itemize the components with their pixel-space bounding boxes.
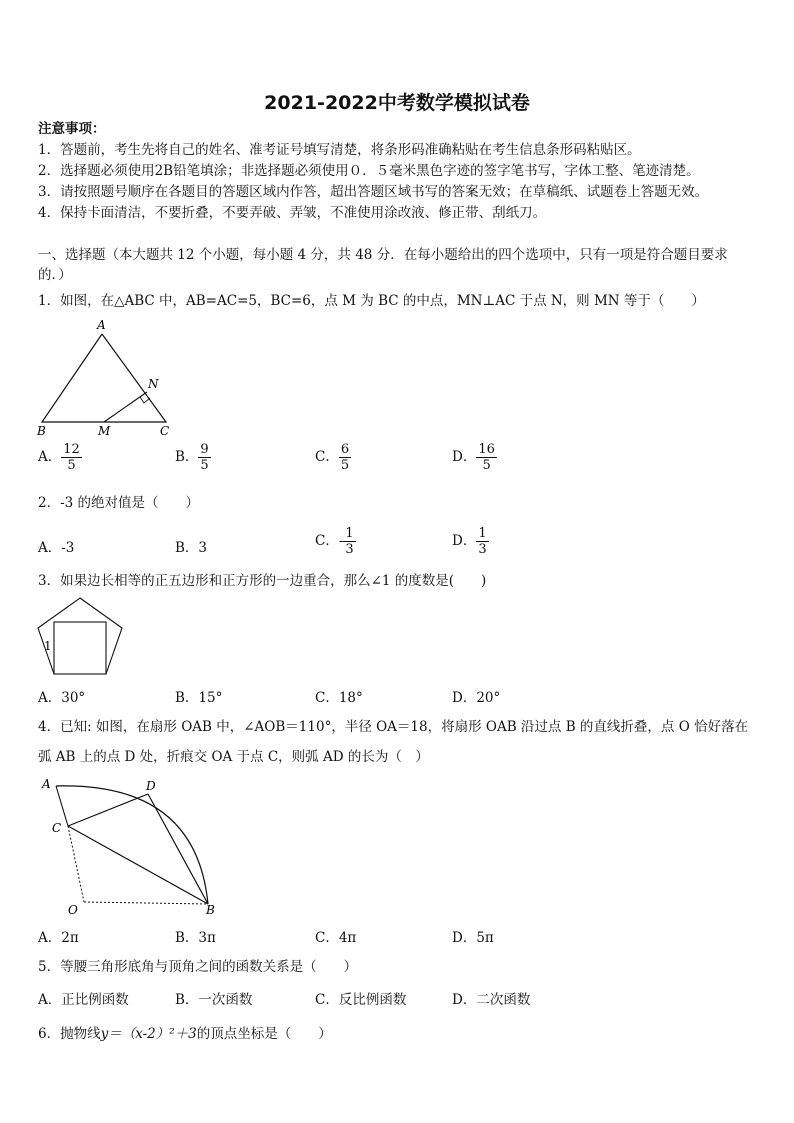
notice-item-3: 3．请按照题号顺序在各题目的答题区域内作答，超出答题区域书写的答案无效；在草稿纸、试题卷上答题无效。 xyxy=(38,184,709,200)
section-heading-line1: 一、选择题（本大题共 12 个小题，每小题 4 分，共 48 分．在每小题给出的四个选项中，只有一项是符合题目要求 xyxy=(38,247,728,263)
q2-option-c: C．- $\frac{1}{3}$ xyxy=(315,526,354,557)
q1-option-c: C． $\frac{6}{5}$ xyxy=(315,442,350,473)
q3-stem: 3．如果边长相等的正五边形和正方形的一边重合，那么∠1 的度数是( ) xyxy=(38,573,487,589)
q5-option-c: C．反比例函数 xyxy=(315,992,407,1008)
q1-stem: 1．如图，在△ABC 中，AB=AC=5，BC=6，点 M 为 BC 的中点，MN⊥AC 于点 N，则 MN 等于（ ） xyxy=(38,293,705,309)
q1-triangle-figure xyxy=(32,318,182,438)
q1-label-b: B xyxy=(37,424,46,438)
q3-angle-label: 1 xyxy=(44,639,52,653)
q5-option-a: A．正比例函数 xyxy=(38,992,129,1008)
q2-stem: 2．-3 的绝对值是（ ） xyxy=(38,495,200,511)
notice-item-4: 4．保持卡面清洁，不要折叠，不要弄破、弄皱，不准使用涂改液、修正带、刮纸刀。 xyxy=(38,205,547,221)
q3-option-d: D．20° xyxy=(452,690,501,706)
q5-option-d: D．二次函数 xyxy=(452,992,531,1008)
q3-pentagon-square-figure xyxy=(34,594,130,680)
notice-item-1: 1．答题前，考生先将自己的姓名、准考证号填写清楚，将条形码准确粘贴在考生信息条形码粘贴区。 xyxy=(38,142,641,158)
q1-label-m: M xyxy=(98,424,111,438)
q4-label-o: O xyxy=(68,903,78,917)
q5-stem: 5．等腰三角形底角与顶角之间的函数关系是（ ） xyxy=(38,959,358,975)
q3-option-c: C．18° xyxy=(315,690,363,706)
q4-label-b: B xyxy=(206,903,215,917)
section-heading-line2: 的．） xyxy=(38,267,72,283)
q6-stem: 6．抛物线y＝（x-2）²＋3的顶点坐标是（ ） xyxy=(38,1026,332,1042)
q1-label-a: A xyxy=(97,318,106,332)
q4-label-a: A xyxy=(42,777,51,791)
q3-option-b: B．15° xyxy=(175,690,223,706)
q4-label-d: D xyxy=(146,779,156,793)
page-title: 2021-2022中考数学模拟试卷 xyxy=(264,92,530,114)
q1-label-c: C xyxy=(160,424,170,438)
q4-option-d: D．5π xyxy=(452,930,494,946)
q1-option-a: A． $\frac{12}{5}$ xyxy=(38,442,80,473)
q4-option-a: A．2π xyxy=(38,930,79,946)
q3-option-a: A．30° xyxy=(38,690,86,706)
q4-stem-line2: 弧 AB 上的点 D 处，折痕交 OA 于点 C，则弧 AD 的长为（ ） xyxy=(38,749,429,765)
q4-option-b: B．3π xyxy=(175,930,216,946)
q1-option-d: D． $\frac{16}{5}$ xyxy=(452,442,495,473)
q1-label-n: N xyxy=(148,377,159,391)
q5-option-b: B．一次函数 xyxy=(175,992,253,1008)
q4-stem-line1: 4．已知: 如图，在扇形 OAB 中，∠AOB＝110°，半径 OA＝18，将扇形 OAB 沿过点 B 的直线折叠，点 O 恰好落在 xyxy=(38,719,749,735)
q2-option-d: D． $\frac{1}{3}$ xyxy=(452,526,487,557)
notice-heading: 注意事项： xyxy=(38,121,106,137)
q4-sector-figure xyxy=(36,772,226,920)
q4-option-c: C．4π xyxy=(315,930,357,946)
q4-label-c: C xyxy=(52,821,62,835)
q2-option-b: B．3 xyxy=(175,540,208,556)
q1-option-b: B． $\frac{9}{5}$ xyxy=(175,442,209,473)
notice-item-2: 2．选择题必须使用2B铅笔填涂；非选择题必须使用０．５毫米黑色字迹的签字笔书写，字体工整、笔迹清楚。 xyxy=(38,163,700,179)
q2-option-a: A．-3 xyxy=(38,540,75,556)
